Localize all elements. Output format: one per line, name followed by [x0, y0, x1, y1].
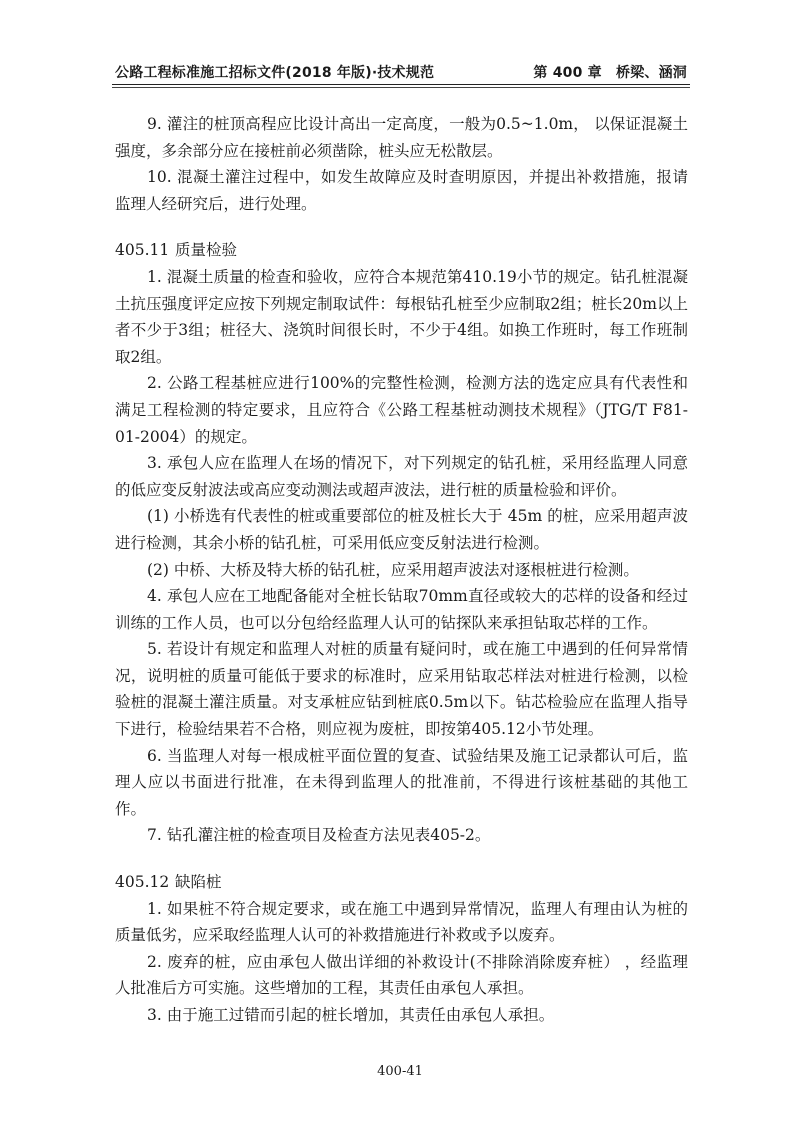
paragraph: 4. 承包人应在工地配备能对全桩长钻取70mm直径或较大的芯样的设备和经过训练的工作人员，也可以分包给经监理人认可的钻探队来承担钻取芯样的工作。 [115, 587, 688, 632]
sub-paragraph: (1) 小桥选有代表性的桩或重要部位的桩及桩长大于 45m 的桩，应采用超声波进行检测，其余小桥的钻孔桩，可采用低应变反射法进行检测。 [115, 507, 688, 552]
section-heading-405-12 [115, 869, 688, 896]
paragraph-9: 9. 灌注的桩顶高程应比设计高出一定高度，一般为0.5~1.0m， 以保证混凝土强度，多余部分应在接桩前必须凿除，桩头应无松散层。 [115, 115, 688, 160]
paragraph: 3. 由于施工过错而引起的桩长增加，其责任由承包人承担。 [147, 1006, 555, 1024]
sub-paragraph: (2) 中桥、大桥及特大桥的钻孔桩，应采用超声波法对逐根桩进行检测。 [147, 560, 639, 579]
header-rule [112, 84, 690, 85]
header-chapter-title: 第 400 章 桥梁、涵洞 [533, 65, 687, 81]
paragraph: 7. 钻孔灌注桩的检查项目及检查方法见表405-2。 [147, 826, 491, 845]
header-rule-thin [112, 87, 690, 88]
paragraph: 6. 当监理人对每一根成桩平面位置的复查、试验结果及施工记录都认可后，监理人应以书面进行批准，在未得到监理人的批准前，不得进行该桩基础的其他工作。 [115, 746, 688, 818]
section-number: 405.12 [115, 873, 170, 892]
section-title: 质量检验 [175, 241, 238, 260]
page-number: 400-41 [377, 1064, 423, 1079]
paragraph: 2. 废弃的桩，应由承包人做出详细的补救设计(不排除消除废弃桩） ，经监理人批准后方可实施。这些增加的工程，其责任由承包人承担。 [115, 952, 688, 998]
section-heading-405-11 [115, 237, 688, 264]
paragraph: 3. 承包人应在监理人在场的情况下，对下列规定的钻孔桩，采用经监理人同意的低应变反射波法或高应变动测法或超声波法，进行桩的质量检验和评价。 [115, 454, 688, 499]
paragraph: 1. 混凝土质量的检查和验收，应符合本规范第410.19小节的规定。钻孔桩混凝土抗压强度评定应按下列规定制取试件：每根钻孔桩至少应制取2组；桩长20m以上者不少于3组；桩径大、浇筑时间很长时，不少于4组。如换工作班时，每工作班制取2组。 [115, 267, 688, 366]
paragraph-10: 10. 混凝土灌注过程中，如发生故障应及时查明原因，并提出补救措施，报请监理人经研究后，进行处理。 [115, 168, 688, 213]
section-title: 缺陷桩 [175, 873, 222, 892]
header-document-title: 公路工程标准施工招标文件(2018 年版)·技术规范 [115, 65, 435, 81]
running-header [115, 62, 687, 82]
paragraph: 2. 公路工程基桩应进行100%的完整性检测，检测方法的选定应具有代表性和满足工程检测的特定要求，且应符合《公路工程基桩动测技术规程》（JTG/T F81-01-2004）的规定。 [115, 374, 688, 446]
paragraph: 5. 若设计有规定和监理人对桩的质量有疑问时，或在施工中遇到的任何异常情况，说明桩的质量可能低于要求的标准时，应采用钻取芯样法对桩进行检测，以检验桩的混凝土灌注质量。对支承桩应钻到桩底0.5m以下。钻芯检验应在监理人指导下进行，检验结果若不合格，则应视为废桩，即按第405.12小节处理。 [115, 640, 688, 739]
paragraph: 1. 如果桩不符合规定要求，或在施工中遇到异常情况，监理人有理由认为桩的质量低劣，应采取经监理人认可的补救措施进行补救或予以废弃。 [115, 899, 688, 945]
page-body [115, 111, 688, 1029]
section-number: 405.11 [115, 241, 170, 260]
